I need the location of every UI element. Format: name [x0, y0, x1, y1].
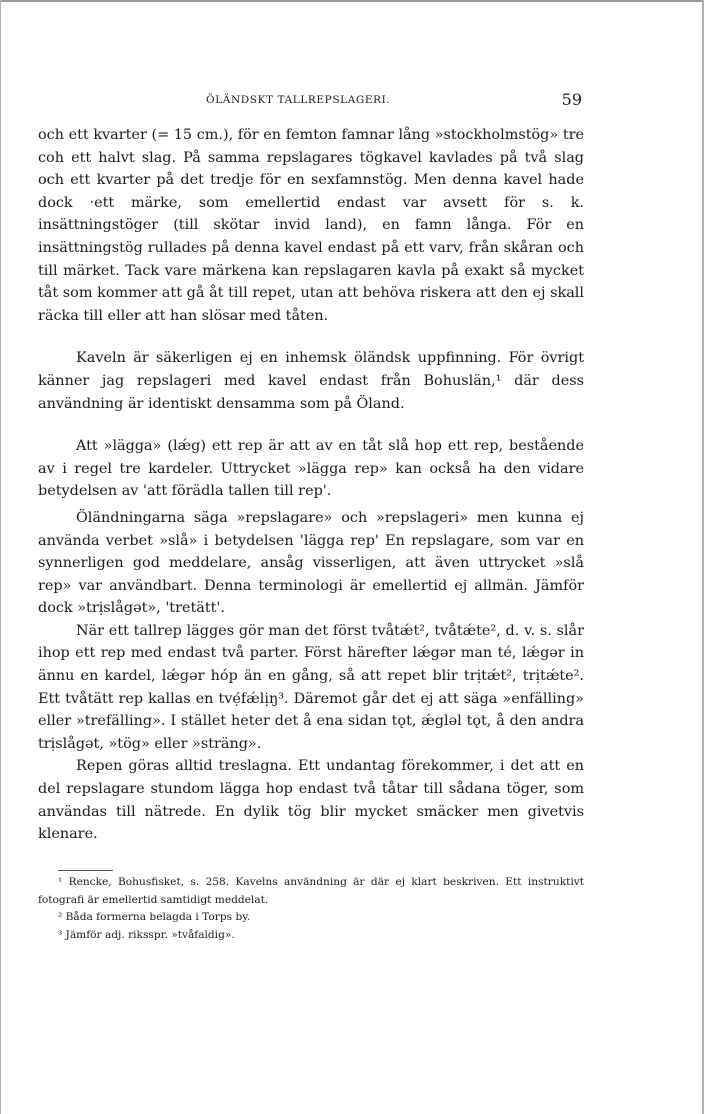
- footnote-divider: [58, 870, 113, 871]
- paragraph-6: Repen göras alltid treslagna. Ett undantag förekommer, i det att en del repslagare stundom lägga hop endast två tåtar till sådana töger, som användas till nätrede. En dylik tög blir mycket smäcker men givetvis klenare.: [38, 758, 584, 843]
- page-number: 59: [561, 90, 582, 109]
- paragraph-4: Öländningarna säga »repslagare» och »repslageri» men kunna ej använda verbet »slå» i betydelsen 'lägga rep' En repslagare, som var en synnerligen god meddelare, ansåg visserligen, att även uttrycket »slå rep» var användbart. Denna terminologi är emellertid ej allmän. Jämför dock »trịslågət», 'tretätt'.: [38, 509, 584, 617]
- paragraph-1: och ett kvarter (= 15 cm.), för en femton famnar lång »stockholmstög» tre coh ett halvt slag. På samma repslagares tögkavel kavlades på två slag och ett kvarter på det tredje för en sexfamnstög. Men denna kavel hade dock ·ett märke, som emellertid endast var avsett för s. k. insättningstöger (till skötar invid land), en famn långa. För en insättningstög rullades på denna kavel endast på ett varv, från skåran och till märket. Tack vare märkena kan repslagaren kavla på exakt så mycket tåt som kommer att gå åt till repet, utan att behöva riskera att den ej skall räcka till eller att han slösar med tåten.: [38, 127, 584, 324]
- paragraph-3: Att »lägga» (lǽg) ett rep är att av en tåt slå hop ett rep, bestående av i regel tre kardeler. Uttrycket »lägga rep» kan också ha den vidare betydelsen av 'att förädla tallen till rep'.: [38, 438, 584, 500]
- page-edge-left: [0, 0, 1, 1114]
- page-header: [38, 90, 582, 114]
- footnotes: [38, 870, 584, 944]
- page-edge-top: [0, 0, 704, 2]
- footnote-1: ¹ Rencke, Bohusfisket, s. 258. Kavelns användning är där ej klart beskriven. Ett instruktivt fotografi är emellertid samtidigt meddelat.: [38, 876, 584, 906]
- footnote-2: ² Båda formerna belagda i Torps by.: [58, 911, 251, 923]
- body-text: [38, 124, 584, 846]
- running-title: ÖLÄNDSKT TALLREPSLAGERI.: [206, 94, 391, 106]
- paragraph-2: Kaveln är säkerligen ej en inhemsk öländsk uppfinning. För övrigt känner jag repslageri med kavel endast från Bohuslän,¹ där dess användning är identiskt densamma som på Öland.: [38, 350, 584, 412]
- paragraph-5: När ett tallrep lägges gör man det först tvåtǽt², tvåtǽte², d. v. s. slår ihop ett rep med endast två parter. Först härefter lǽgər man té, lǽgər in ännu en kardel, lǽgər hóp än en gång, så att repet blir trịtǽt², trịtǽte². Ett tvåtätt rep kallas en tvẹ́fǽlịŋ³. Däremot går det ej att säga »enfälling» eller »trefälling». I stället heter det å ena sidan tǫt, ǽglǝl tǫt, å den andra trịslågət, »tög» eller »sträng».: [38, 622, 584, 752]
- footnote-3: ³ Jämför adj. riksspr. »tvåfaldig».: [58, 928, 235, 941]
